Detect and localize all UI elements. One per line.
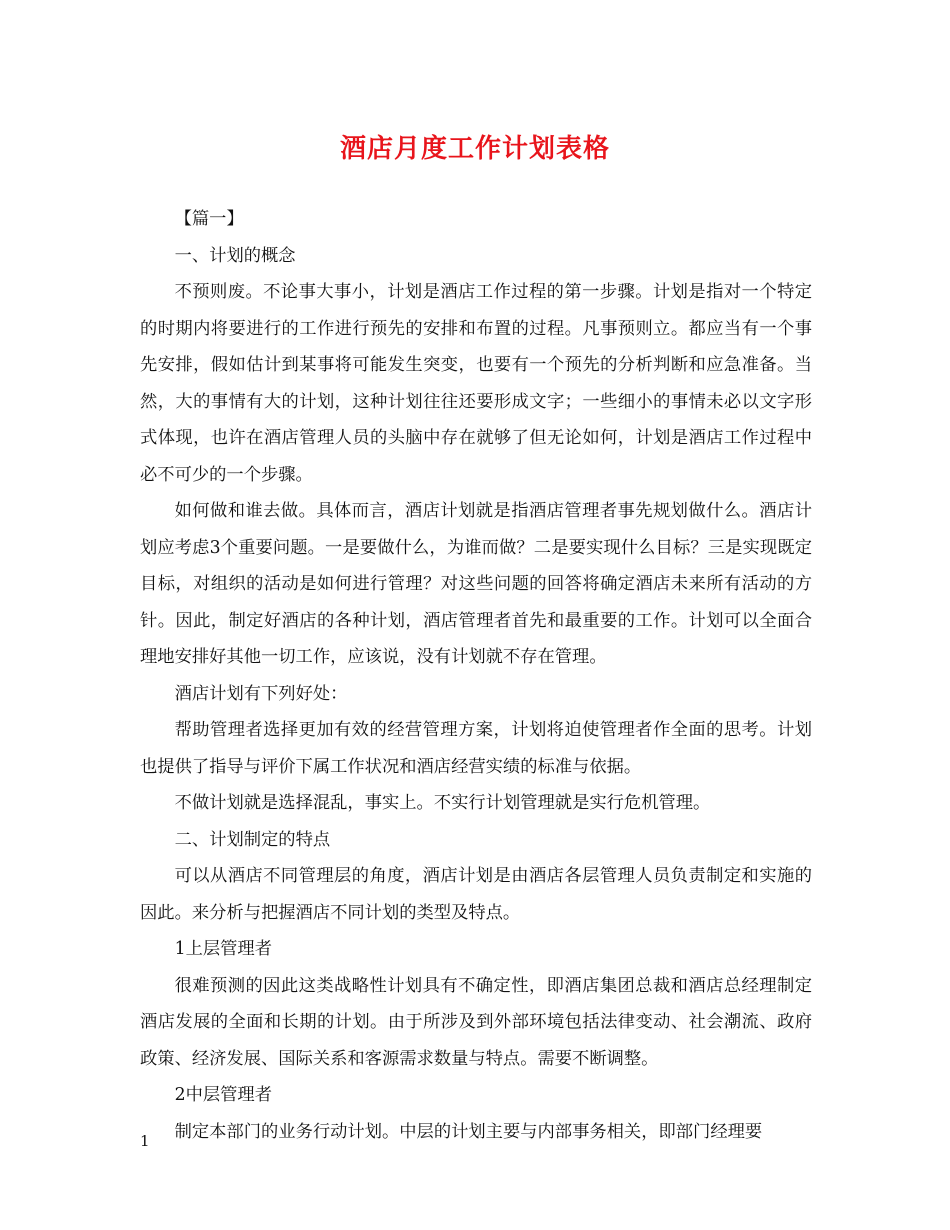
paragraph: 制定本部门的业务行动计划。中层的计划主要与内部事务相关，即部门经理要: [174, 1121, 763, 1142]
paragraph: 1上层管理者: [174, 939, 272, 959]
page-number: 1: [140, 1132, 150, 1150]
paragraph: 不预则废。不论事大事小，计划是酒店工作过程的第一步骤。计划是指对一个特定的时期内将要进行的工作进行预先的安排和布置的过程。凡事预则立。都应当有一个事先安排，假如估计到某事将可能发生突变，也要有一个预先的分析判断和应急准备。当然，大的事情有大的计划，这种计划往往还要形成文字；一些细小的事情未必以文字形式体现，也许在酒店管理人员的头脑中存在就够了但无论如何，计划是酒店工作过程中必不可少的一个步骤。: [140, 282, 812, 485]
paragraph: 如何做和谁去做。具体而言，酒店计划就是指酒店管理者事先规划做什么。酒店计划应考虑3个重要问题。一是要做什么，为谁而做？二是要实现什么目标？三是实现既定目标，对组织的活动是如何进行管理？对这些问题的回答将确定酒店未来所有活动的方针。因此，制定好酒店的各种计划，酒店管理者首先和最重要的工作。计划可以全面合理地安排好其他一切工作，应该说，没有计划就不存在管理。: [140, 501, 812, 667]
paragraph: 帮助管理者选择更加有效的经营管理方案，计划将迫使管理者作全面的思考。计划也提供了指导与评价下属工作状况和酒店经营实绩的标准与依据。: [140, 720, 812, 777]
paragraph: 【篇一】: [174, 209, 244, 229]
paragraph: 一、计划的概念: [174, 245, 296, 266]
paragraph: 酒店计划有下列好处：: [174, 683, 348, 704]
document-title: 酒店月度工作计划表格: [339, 134, 610, 164]
paragraph: 不做计划就是选择混乱，事实上。不实行计划管理就是实行危机管理。: [174, 793, 711, 813]
paragraph: 二、计划制定的特点: [174, 829, 331, 850]
paragraph: 可以从酒店不同管理层的角度，酒店计划是由酒店各层管理人员负责制定和实施的因此。来分析与把握酒店不同计划的类型及特点。: [140, 866, 812, 923]
paragraph: 2中层管理者: [174, 1085, 272, 1105]
document-body: [140, 201, 812, 1150]
paragraph: 很难预测的因此这类战略性计划具有不确定性，即酒店集团总裁和酒店总经理制定酒店发展的全面和长期的计划。由于所涉及到外部环境包括法律变动、社会潮流、政府政策、经济发展、国际关系和客源需求数量与特点。需要不断调整。: [140, 975, 812, 1069]
